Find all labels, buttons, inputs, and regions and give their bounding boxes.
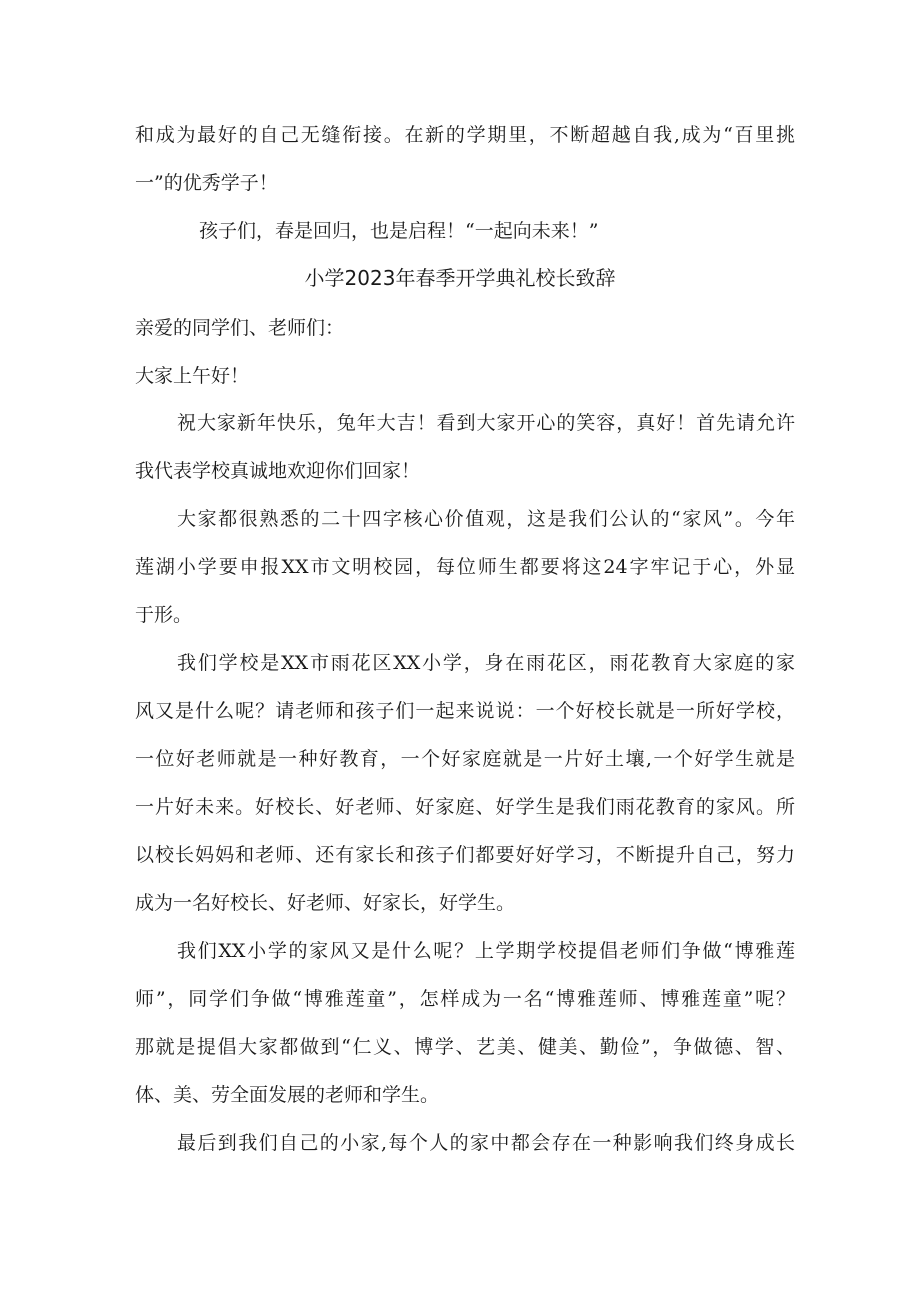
p4-line-1: 我们XX小学的家风又是什么呢？上学期学校提倡老师们争做“博雅莲 <box>177 940 795 962</box>
p4-line-2: 师”，同学们争做“博雅莲童”，怎样成为一名“博雅莲师、博雅莲童”呢？ <box>135 988 795 1010</box>
intro-line-2: 一”的优秀学子！ <box>135 172 278 194</box>
p1-line-2: 我代表学校真诚地欢迎你们回家！ <box>135 460 421 482</box>
p4-line-4: 体、美、劳全面发展的老师和学生。 <box>135 1084 440 1106</box>
speech-title: 小学2023年春季开学典礼校长致辞 <box>304 266 616 290</box>
p3-line-4: 一片好未来。好校长、好老师、好家庭、好学生是我们雨花教育的家风。所 <box>135 796 795 818</box>
p3-line-5: 以校长妈妈和老师、还有家长和孩子们都要好好学习，不断提升自己，努力 <box>135 844 795 866</box>
p3-line-2: 风又是什么呢？请老师和孩子们一起来说说：一个好校长就是一所好学校， <box>135 700 795 722</box>
intro-line-1: 和成为最好的自己无缝衔接。在新的学期里，不断超越自我,成为“百里挑 <box>135 124 795 146</box>
greeting: 大家上午好！ <box>135 365 250 387</box>
intro-closing: 孩子们，春是回归，也是启程！“一起向未来！” <box>199 220 599 242</box>
p2-line-3: 于形。 <box>135 604 193 626</box>
salutation: 亲爱的同学们、老师们： <box>135 317 345 339</box>
p2-line-1: 大家都很熟悉的二十四字核心价值观，这是我们公认的“家风”。今年 <box>177 508 795 530</box>
p3-line-3: 一位好老师就是一种好教育，一个好家庭就是一片好土壤,一个好学生就是 <box>135 748 795 770</box>
p1-line-1: 祝大家新年快乐，兔年大吉！看到大家开心的笑容，真好！首先请允许 <box>177 412 795 434</box>
p2-line-2: 莲湖小学要申报XX市文明校园，每位师生都要将这24字牢记于心，外显 <box>135 556 795 578</box>
p5-line-1: 最后到我们自己的小家,每个人的家中都会存在一种影响我们终身成长 <box>177 1132 795 1154</box>
p3-line-6: 成为一名好校长、好老师、好家长，好学生。 <box>135 892 516 914</box>
p4-line-3: 那就是提倡大家都做到“仁义、博学、艺美、健美、勤俭”，争做德、智、 <box>135 1036 795 1058</box>
p3-line-1: 我们学校是XX市雨花区XX小学，身在雨花区，雨花教育大家庭的家 <box>177 652 795 674</box>
